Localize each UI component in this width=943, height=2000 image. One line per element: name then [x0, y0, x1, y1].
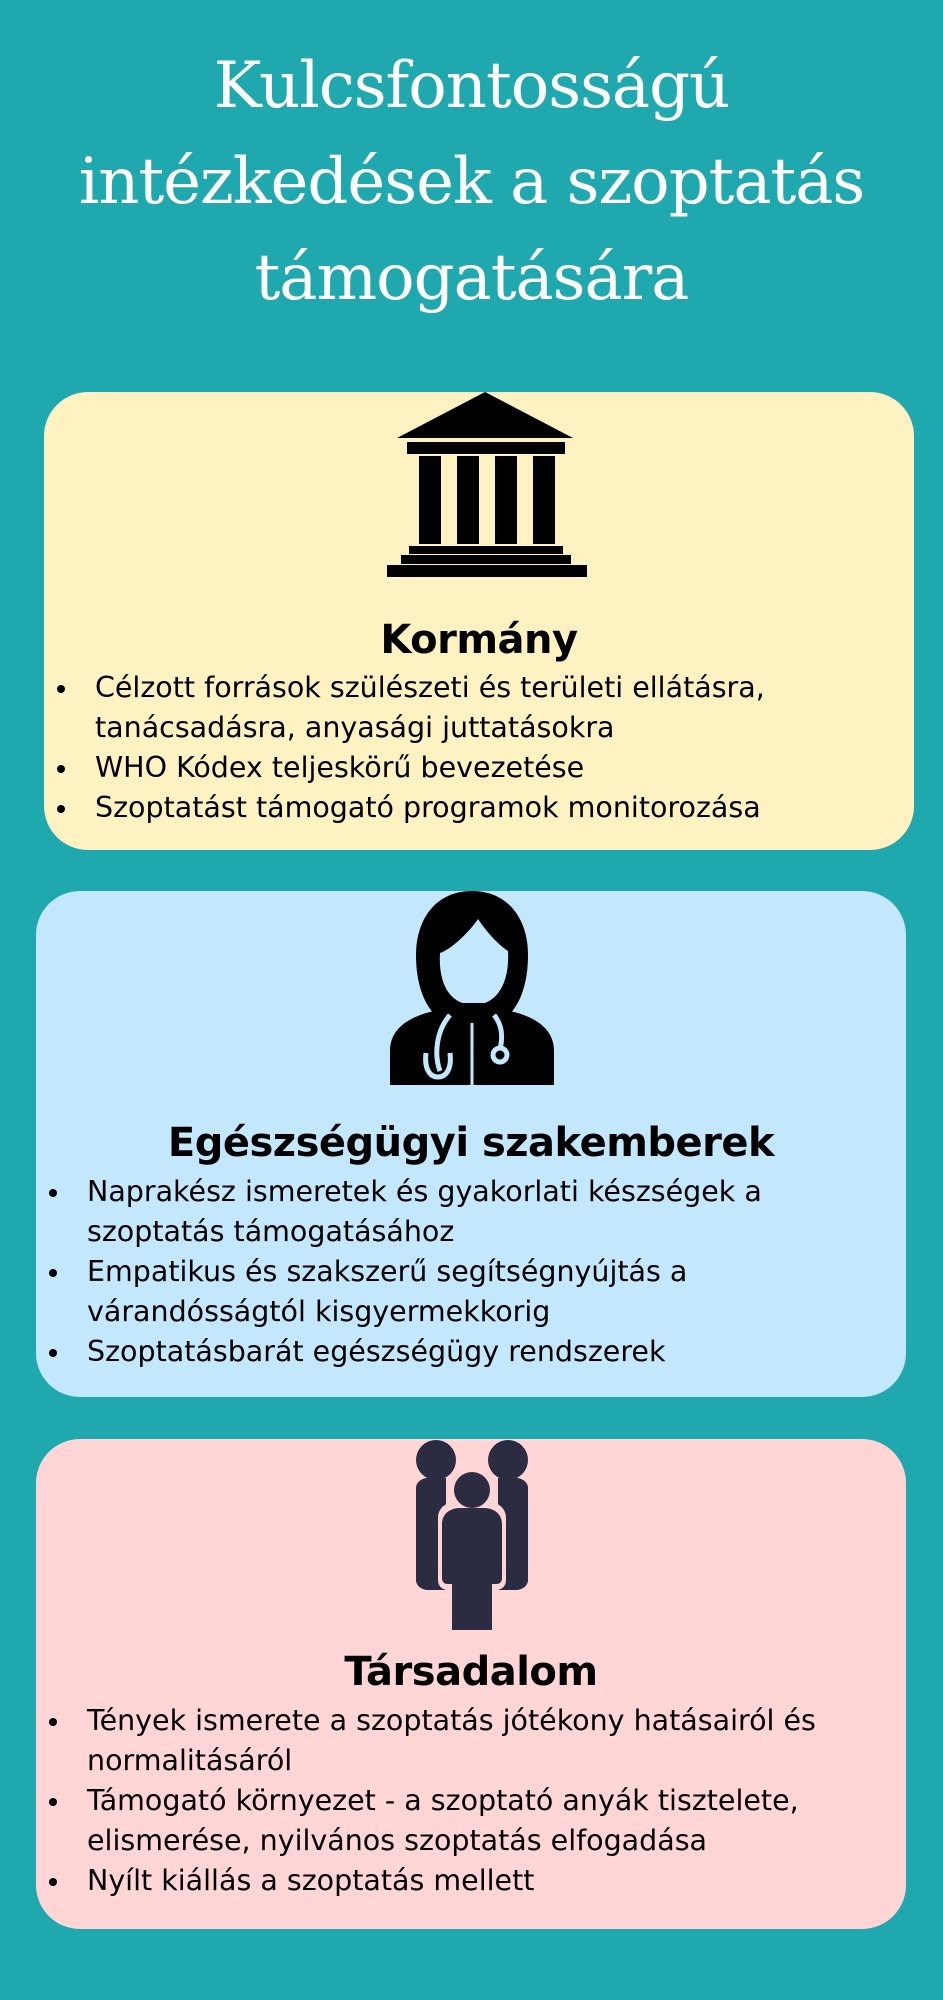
healthcare-card — [36, 891, 906, 1397]
healthcare-list — [36, 1172, 856, 1372]
society-heading: Társadalom — [344, 1649, 598, 1695]
title-line-3: támogatására — [254, 241, 689, 315]
government-heading: Kormány — [380, 617, 578, 663]
doctor-icon — [390, 891, 554, 1085]
list-item: Támogató környezet - a szoptató anyák tisztelete, elismerése, nyilvános szoptatás elfogadása — [36, 1781, 876, 1861]
government-list — [44, 668, 864, 828]
list-item: Célzott források szülészeti és területi ellátásra, tanácsadásra, anyasági juttatásokra — [44, 668, 864, 748]
government-card — [44, 392, 914, 850]
government-building-icon — [387, 392, 587, 582]
title-line-1: Kulcsfontosságú — [213, 49, 730, 123]
list-item: WHO Kódex teljeskörű bevezetése — [44, 748, 864, 788]
society-card — [36, 1439, 906, 1929]
page-title — [0, 38, 943, 326]
list-item: Szoptatásbarát egészségügy rendszerek — [36, 1332, 856, 1372]
list-item: Nyílt kiállás a szoptatás mellett — [36, 1861, 876, 1901]
title-line-2: intézkedések a szoptatás — [78, 145, 865, 219]
people-group-icon — [404, 1440, 540, 1634]
list-item: Tények ismerete a szoptatás jótékony hatásairól és normalitásáról — [36, 1701, 876, 1781]
society-list — [36, 1701, 876, 1901]
list-item: Naprakész ismeretek és gyakorlati készségek a szoptatás támogatásához — [36, 1172, 856, 1252]
list-item: Empatikus és szakszerű segítségnyújtás a várandósságtól kisgyermekkorig — [36, 1252, 856, 1332]
healthcare-heading: Egészségügyi szakemberek — [167, 1120, 775, 1166]
list-item: Szoptatást támogató programok monitorozása — [44, 788, 864, 828]
